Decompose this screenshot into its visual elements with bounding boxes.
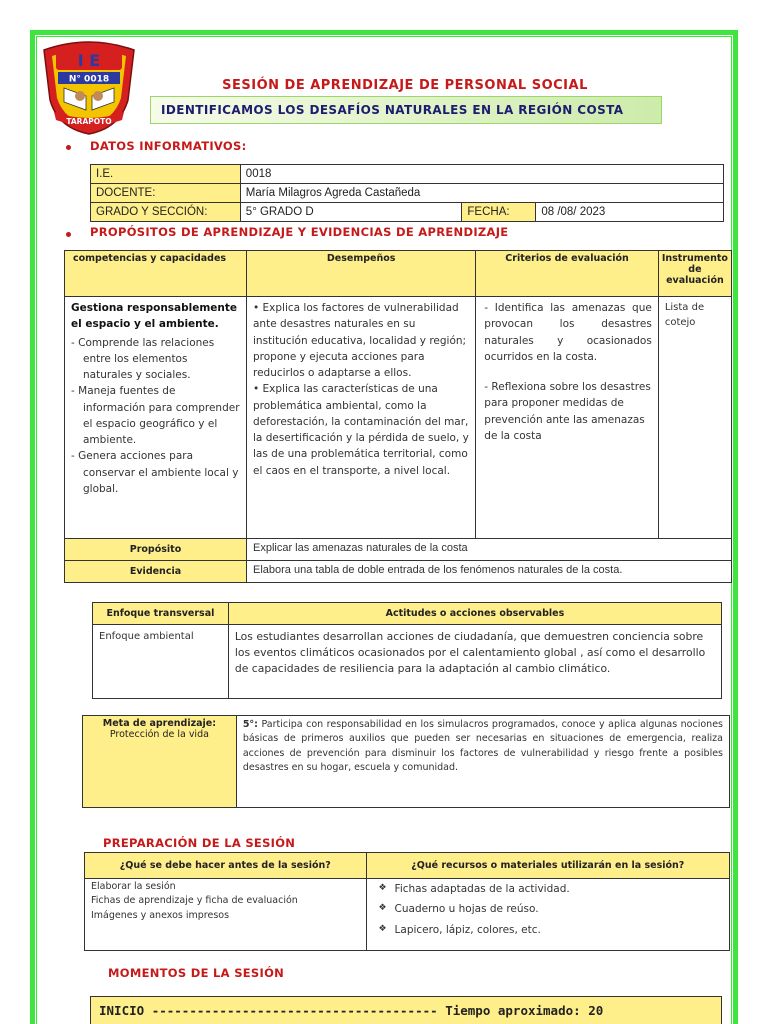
criterio-item: - Reflexiona sobre los desastres para proponer medidas de prevención ante las amenazas de la costa xyxy=(484,381,651,442)
meta-text: Participa con responsabilidad en los simulacros programados, conoce y aplica algunas nociones básicas de primeros auxilios que pueden ser necesarias en situaciones de emergencia, realiza acciones de prevención para disminuir los factores de vulnerabilidad y riesgo frente a posibles desastres en su hogar, escuela y comunidad. xyxy=(242,719,723,773)
evidencia-label: Evidencia xyxy=(65,561,247,583)
recurso-item: ❖ Lapicero, lápiz, colores, etc. xyxy=(373,922,723,938)
antes-item: Fichas de aprendizaje y ficha de evaluación xyxy=(91,895,298,907)
inicio-bar xyxy=(90,996,722,1024)
preparacion-heading: PREPARACIÓN DE LA SESIÓN xyxy=(103,836,296,850)
evidencia-value: Elabora una tabla de doble entrada de los fenómenos naturales de la costa. xyxy=(247,561,732,583)
momentos-heading: MOMENTOS DE LA SESIÓN xyxy=(108,966,285,980)
logo-number: N° 0018 xyxy=(68,74,110,85)
criterio-item: - Identifica las amenazas que provocan los desastres naturales y ocasionados ocurridos en la costa. xyxy=(484,302,652,363)
criterios-cell xyxy=(476,297,659,539)
col-recursos: ¿Qué recursos o materiales utilizarán en la sesión? xyxy=(366,853,729,879)
bullet-icon xyxy=(66,145,71,150)
col-desempenos: Desempeños xyxy=(247,251,476,297)
meta-label-cell xyxy=(83,716,237,808)
docente-value: María Milagros Agreda Castañeda xyxy=(240,184,723,203)
actitudes-value: Los estudiantes desarrollan acciones de ciudadanía, que demuestren conciencia sobre los eventos climáticos ocasionados por el calentamiento global , así como el desarrollo de capacidades de resiliencia para la adaptación al cambio climático. xyxy=(228,625,721,699)
recurso-item: ❖ Cuaderno u hojas de reúso. xyxy=(373,901,723,917)
fecha-value: 08 /08/ 2023 xyxy=(536,203,724,222)
propositos-table xyxy=(64,250,732,583)
capacidad-item: - Comprende las relaciones entre los elementos naturales y sociales. xyxy=(71,336,215,382)
capacidad-item: - Genera acciones para conservar el ambiente local y global. xyxy=(71,450,239,495)
inicio-dashes: -------------------------------------- xyxy=(151,1003,438,1018)
proposito-value: Explicar las amenazas naturales de la costa xyxy=(247,539,732,561)
col-instrumento xyxy=(658,251,731,297)
tiempo-label: Tiempo aproximado: xyxy=(445,1003,581,1018)
desempeno-item: • Explica las características de una problemática ambiental, como la deforestación, la contaminación del mar, la desertificación y la pérdida de suelo, y las de una problemática territorial, como el caos en el transporte, a nivel local. xyxy=(253,383,469,477)
competencia-title: Gestiona responsablemente el espacio y el ambiente. xyxy=(71,302,238,331)
recursos-cell xyxy=(366,879,729,951)
datos-table xyxy=(90,164,724,222)
inicio-label: INICIO xyxy=(99,1003,145,1018)
preparacion-table xyxy=(84,852,730,951)
col-instrumento-line3: evaluación xyxy=(666,275,724,286)
antes-cell xyxy=(85,879,367,951)
capacidades-list xyxy=(71,335,240,498)
desempeno-item: • Explica los factores de vulnerabilidad ante desastres naturales en su institución educativa, localidad y región; propone y ejecuta acciones para reducirlos o adaptarse a ellos. xyxy=(253,302,467,380)
grado-label: GRADO Y SECCIÓN: xyxy=(91,203,241,222)
recurso-item: ❖ Fichas adaptadas de la actividad. xyxy=(373,881,723,897)
logo-letters: I E xyxy=(77,51,101,70)
col-criterios: Criterios de evaluación xyxy=(476,251,659,297)
tiempo-value: 20 xyxy=(588,1003,604,1018)
meta-label: Meta de aprendizaje: xyxy=(102,718,217,729)
logo-city: TARAPOTO xyxy=(66,117,112,126)
col-actitudes: Actitudes o acciones observables xyxy=(228,603,721,625)
grado-value: 5° GRADO D xyxy=(240,203,462,222)
fecha-label: FECHA: xyxy=(462,203,536,222)
col-instrumento-line1: Instrumento xyxy=(661,253,728,264)
col-enfoque: Enfoque transversal xyxy=(93,603,229,625)
session-subtitle: IDENTIFICAMOS LOS DESAFÍOS NATURALES EN LA REGIÓN COSTA xyxy=(150,96,662,124)
session-title: SESIÓN DE APRENDIZAJE DE PERSONAL SOCIAL xyxy=(222,78,588,93)
competencias-cell xyxy=(65,297,247,539)
desempenos-cell xyxy=(247,297,476,539)
recursos-list xyxy=(373,881,723,938)
col-instrumento-line2: de xyxy=(688,264,702,275)
enfoque-value: Enfoque ambiental xyxy=(93,625,229,699)
antes-item: Imágenes y anexos impresos xyxy=(91,909,230,921)
school-logo xyxy=(36,36,142,136)
ie-label: I.E. xyxy=(91,165,241,184)
enfoque-table xyxy=(92,602,722,699)
col-competencias: competencias y capacidades xyxy=(65,251,247,297)
capacidad-item: - Maneja fuentes de información para comprender el espacio geográfico y el ambiente. xyxy=(71,385,240,447)
propositos-heading: PROPÓSITOS DE APRENDIZAJE Y EVIDENCIAS DE APRENDIZAJE xyxy=(90,225,509,239)
meta-value: Protección de la vida xyxy=(109,729,209,740)
meta-grade: 5°: xyxy=(242,719,258,730)
datos-heading: DATOS INFORMATIVOS: xyxy=(90,139,247,153)
antes-item: Elaborar la sesión xyxy=(91,881,176,892)
ie-value: 0018 xyxy=(240,165,723,184)
col-antes: ¿Qué se debe hacer antes de la sesión? xyxy=(85,853,367,879)
docente-label: DOCENTE: xyxy=(91,184,241,203)
proposito-label: Propósito xyxy=(65,539,247,561)
meta-text-cell xyxy=(236,716,729,808)
instrumento-cell: Lista de cotejo xyxy=(658,297,731,539)
bullet-icon xyxy=(66,232,71,237)
meta-table xyxy=(82,715,730,808)
